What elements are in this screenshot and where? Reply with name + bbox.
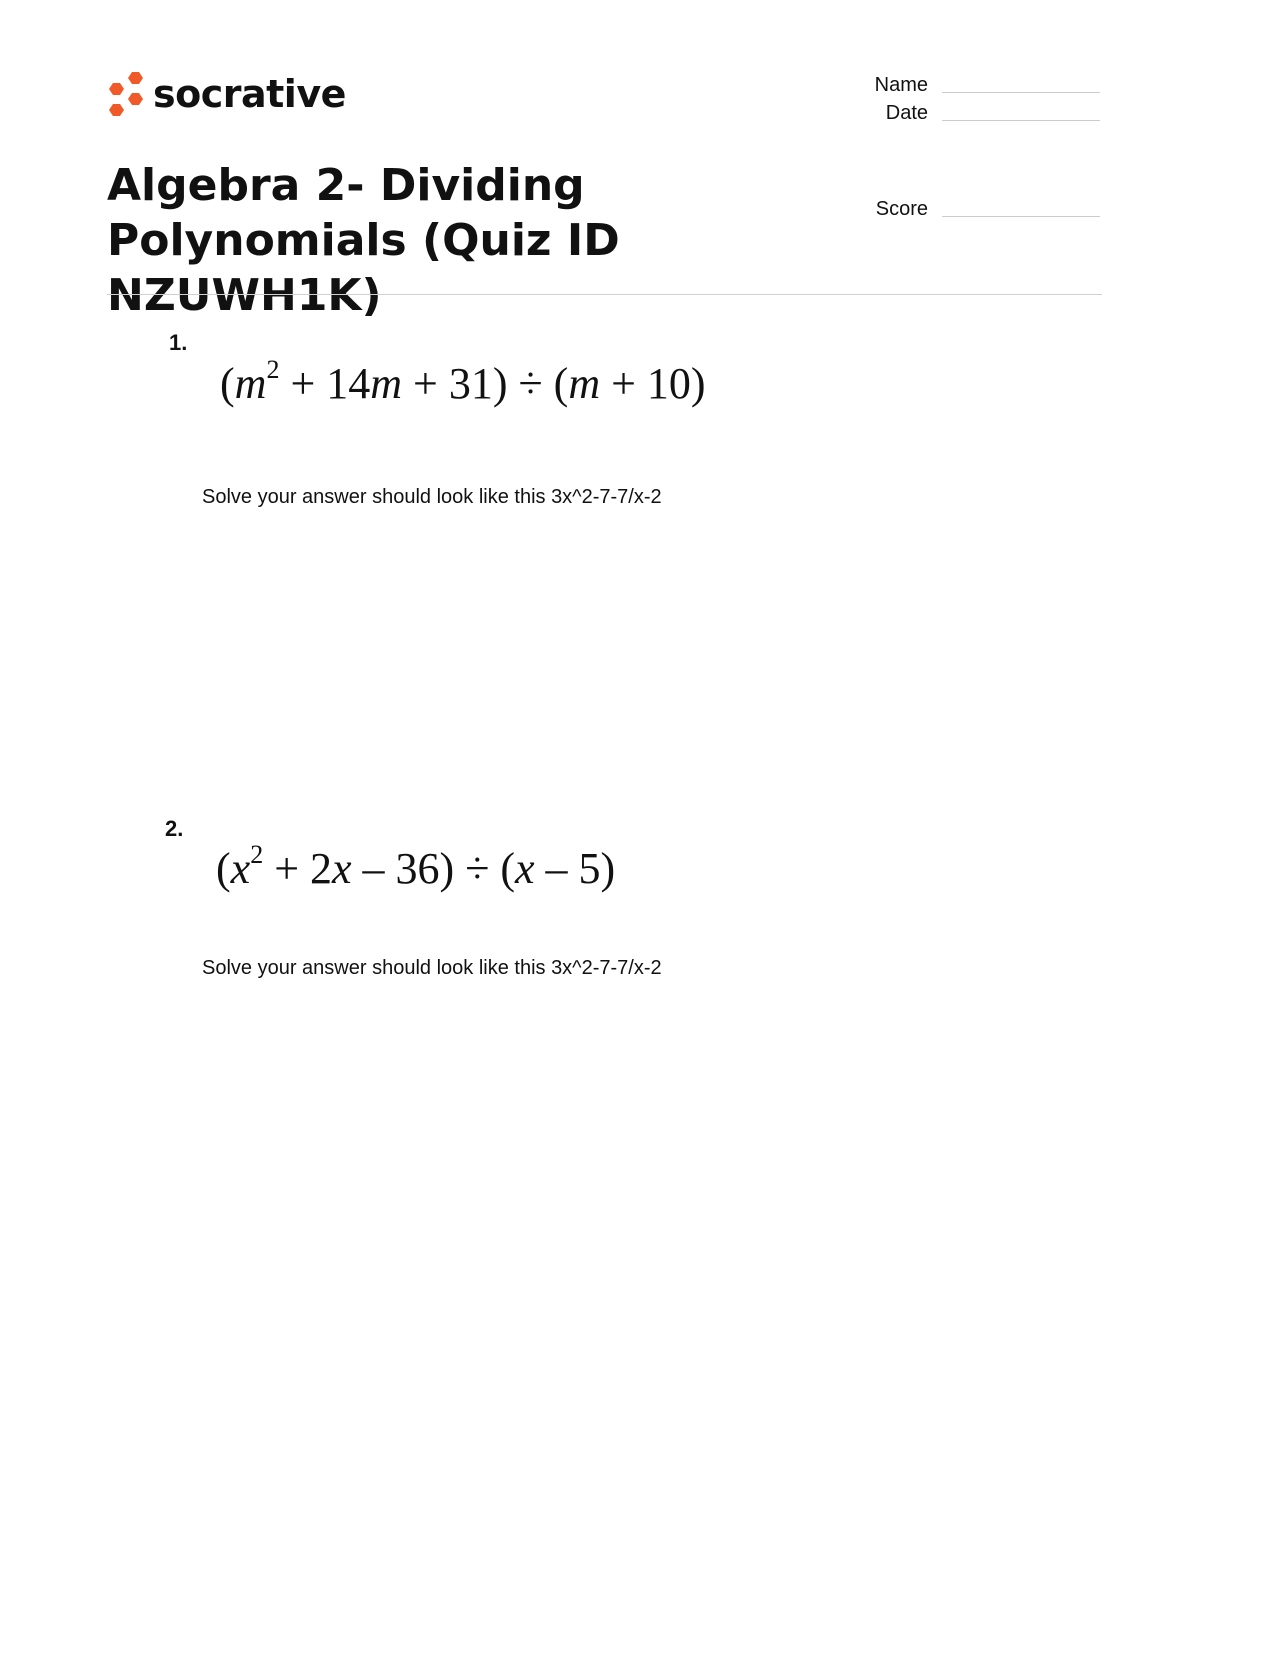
eq-part: – 5) [534,844,616,893]
question-number: 1. [169,330,188,355]
hexagon-logo-icon [107,70,145,118]
eq-var: x [230,844,251,893]
eq-var: m [234,359,267,408]
score-field[interactable] [868,198,1100,221]
eq-var: x [515,844,535,893]
divider [107,294,1102,295]
date-label: Date [885,102,928,124]
name-line[interactable] [942,91,1100,93]
name-label: Name [874,74,928,96]
eq-exponent: 2 [250,840,264,869]
eq-part: + 14 [279,359,371,408]
date-line[interactable] [942,119,1100,121]
eq-var: m [370,359,403,408]
eq-part: + 10) [600,359,706,408]
socrative-logo [107,70,346,118]
eq-part: – 36) ÷ ( [351,844,515,893]
name-field[interactable] [868,74,1100,97]
eq-part: ( [216,844,231,893]
eq-part: + 2 [263,844,333,893]
eq-var: m [568,359,601,408]
eq-var: x [332,844,352,893]
score-label: Score [875,198,928,220]
question-equation [216,840,616,894]
score-line[interactable] [942,215,1100,217]
brand-name: socrative [153,72,346,116]
date-field[interactable] [868,102,1100,125]
question-prompt: Solve your answer should look like this 3x^2-7-7/x-2 [202,957,662,979]
eq-exponent: 2 [266,355,280,384]
question-equation [220,355,706,409]
page-title: Algebra 2- Dividing Polynomials (Quiz ID NZUWH1K) [107,160,620,321]
question-prompt: Solve your answer should look like this 3x^2-7-7/x-2 [202,486,662,508]
question-number: 2. [165,816,184,841]
eq-part: + 31) ÷ ( [402,359,569,408]
eq-part: ( [220,359,235,408]
